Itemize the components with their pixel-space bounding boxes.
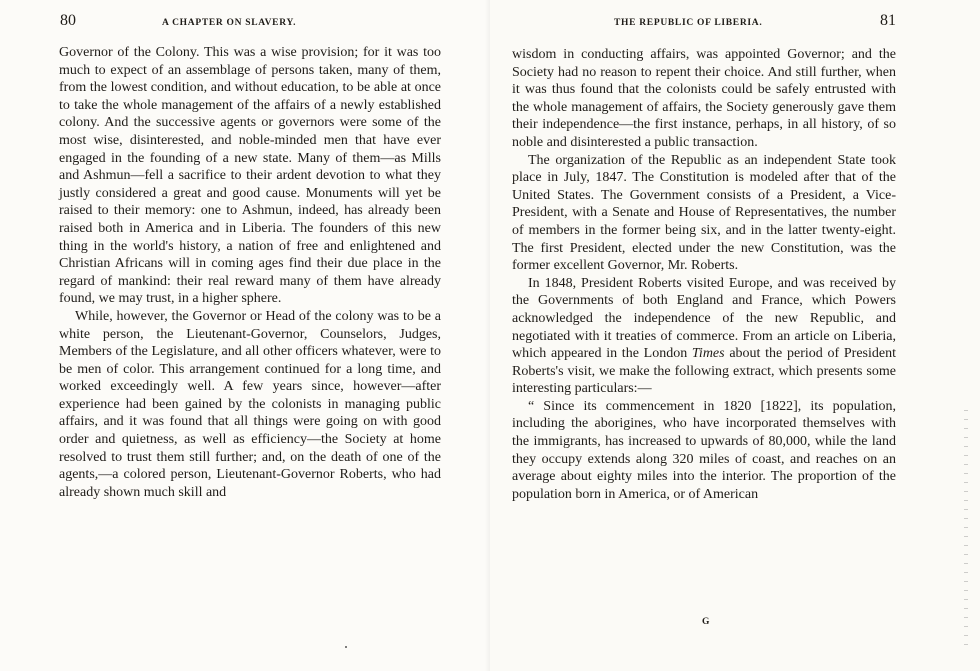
paragraph: wisdom in conducting affairs, was appointed Governor; and the Society had no reason to repent their choice. And still further, when it was thus found that the colonists could be safely entrusted with the whole management of affairs, the Society generously gave them their independence—the first instance, perhaps, in all history, of so noble and disinterested a public transaction. (512, 47, 896, 150)
paragraph: Governor of the Colony. This was a wise provision; for it was too much to expect of an assemblage of persons taken, many of them, from the lowest condition, and without education, to be able at once to take the whole management of the affairs of a newly established colony. And the successive agents or governors were some of the most wise, disinterested, and noble-minded men that have ever engaged in the founding of a new state. Many of them—as Mills and Ashmun—fell a sacrifice to their ardent devotion to what they justly considered a great and good cause. Monuments will yet be raised to their memory: one to Ashmun, indeed, has already been raised both in America and in Liberia. The founders of this new thing in the world's history, a nation of free and enlightened and Christian Africans will in coming ages find their due place in the regard of mankind: their real reward many of them have already found, we may trust, in a higher sphere. (59, 45, 441, 307)
right-page (490, 0, 980, 671)
print-speck (345, 646, 347, 648)
page-edge-marks (964, 410, 968, 650)
paragraph (512, 275, 896, 398)
paragraph: The organization of the Republic as an independent State took place in July, 1847. The Constitution is modeled after that of the United States. The Government consists of a President, a Vice-President, with a Senate and House of Representatives, the number of members in the former being six, and in the latter twenty-eight. The first President, elected under the new Constitution, was the former excellent Governor, Mr. Roberts. (512, 152, 896, 274)
running-head: THE REPUBLIC OF LIBERIA. (614, 18, 763, 28)
paragraph-text: In 1848, President Roberts visited Europe, and was received by the Governments of both England and France, which Powers acknowledged the independence of the new Republic, and negotiated with it treaties of commerce. From an article on Liberia, which appeared in the London (512, 275, 896, 362)
quotation: “ Since its commencement in 1820 [1822], its population, including the aborigines, who have incorporated themselves with the immigrants, has increased to upwards of 80,000, while the land they occupy extends along 320 miles of coast, and reaches on an average about eighty miles into the interior. The proportion of the population born in America, or of American (512, 398, 896, 502)
running-head: A CHAPTER ON SLAVERY. (162, 18, 297, 28)
left-page-header (60, 14, 442, 34)
page-number: 81 (880, 12, 896, 29)
right-page-text (512, 46, 896, 503)
paragraph: While, however, the Governor or Head of the colony was to be a white person, the Lieutenant-Governor, Counselors, Judges, Members of the Legislature, and all other officers whatever, were to be men of color. This arrangement continued for a long time, and worked exceedingly well. A few years since, however—after experience had been gained by the colonists in managing public affairs, and it was found that all things were going on with good order and quietness, as well as efficiency—the Society at home resolved to trust them still further; and, on the death of one of the agents,—a colored person, Lieutenant-Governor Roberts, who had already shown much skill and (59, 308, 441, 500)
left-page-text (59, 44, 441, 501)
page-number: 80 (60, 12, 76, 29)
newspaper-title: Times (691, 346, 725, 362)
signature-mark: G (702, 617, 710, 627)
right-page-header (512, 14, 896, 34)
paragraph-text: about the period of President Roberts's visit, we make the following extract, which presents some interesting particulars:— (512, 346, 896, 397)
